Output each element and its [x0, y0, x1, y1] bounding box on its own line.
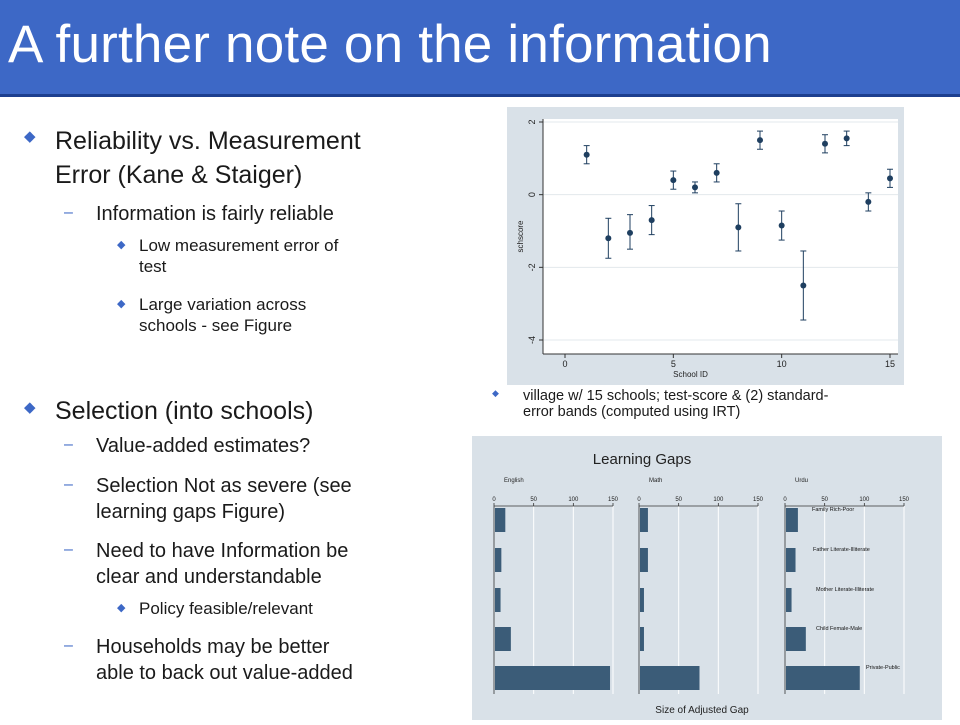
title-bar [0, 0, 960, 97]
bar [786, 666, 860, 690]
selection-heading: Selection (into schools) [55, 397, 314, 425]
bar [640, 548, 648, 572]
learning-gaps-chart [472, 436, 942, 720]
data-point [844, 135, 850, 141]
x-axis-label: Size of Adjusted Gap [655, 705, 749, 716]
bar [640, 666, 700, 690]
x-tick-label: 150 [898, 497, 910, 503]
selection-sub-4-line2: able to back out value-added [96, 662, 353, 684]
x-tick-label: 100 [859, 497, 870, 503]
chart-title: Learning Gaps [592, 451, 692, 468]
x-tick-label: 15 [884, 359, 896, 369]
y-tick-label: -4 [527, 335, 537, 345]
panel-label: English [504, 478, 524, 484]
y-tick-label: -2 [527, 263, 537, 272]
data-point [605, 235, 611, 241]
bar [786, 627, 806, 651]
x-tick-label: 150 [607, 497, 619, 503]
data-point [735, 224, 741, 230]
reliability-sub: Information is fairly reliable [96, 203, 334, 225]
reliability-heading-line2: Error (Kane & Staiger) [55, 161, 303, 189]
selection-point: Policy feasible/relevant [139, 599, 313, 618]
selection-sub-2-line1: Selection Not as severe (see [96, 475, 352, 497]
x-tick-label: 0 [562, 359, 568, 369]
x-tick-label: 0 [492, 497, 496, 503]
selection-sub-4-line1: Households may be better [96, 636, 330, 658]
y-tick-label: 0 [527, 192, 537, 198]
dash-bullet-icon: – [64, 476, 73, 493]
y-axis-label: schscore [516, 220, 525, 253]
data-point [714, 170, 720, 176]
dash-bullet-icon: – [64, 204, 73, 221]
selection-sub-3-line1: Need to have Information be [96, 540, 349, 562]
data-point [800, 283, 806, 289]
school-score-chart [507, 107, 904, 385]
data-point [822, 141, 828, 147]
data-point [692, 184, 698, 190]
reliability-heading-line1: Reliability vs. Measurement [55, 127, 361, 155]
data-point [887, 175, 893, 181]
dash-bullet-icon: – [64, 436, 73, 453]
dash-bullet-icon: – [64, 541, 73, 558]
x-tick-label: 5 [670, 359, 676, 369]
category-label: Child Female-Male [816, 626, 863, 632]
bar [640, 627, 644, 651]
selection-sub-3-line2: clear and understandable [96, 566, 322, 588]
bar [495, 666, 610, 690]
x-tick-label: 0 [637, 497, 641, 503]
bar [640, 508, 648, 532]
x-tick-label: 100 [713, 497, 724, 503]
bar [786, 508, 798, 532]
reliability-point-2-line1: Large variation across [139, 295, 307, 314]
bar [786, 588, 792, 612]
x-tick-label: 50 [675, 497, 683, 503]
data-point [584, 152, 590, 158]
reliability-point-1-line1: Low measurement error of [139, 236, 339, 255]
selection-sub-2-line2: learning gaps Figure) [96, 501, 285, 523]
slide-title: A further note on the information [8, 15, 772, 74]
category-label: Father Literate-Illiterate [813, 547, 870, 553]
reliability-point-2-line2: schools - see Figure [139, 316, 293, 335]
data-point [757, 137, 763, 143]
diamond-bullet-icon: ◆ [117, 601, 126, 614]
diamond-bullet-icon: ◆ [117, 297, 126, 310]
x-axis-label: School ID [673, 370, 708, 379]
panel-label: Math [649, 478, 663, 484]
bar [495, 588, 501, 612]
plot-area [543, 119, 898, 354]
reliability-point-1-line2: test [139, 257, 167, 276]
x-tick-label: 10 [776, 359, 787, 369]
bar [495, 627, 511, 651]
panel-label: Urdu [795, 478, 809, 484]
data-point [865, 199, 871, 205]
diamond-bullet-icon: ◆ [24, 398, 36, 416]
x-tick-label: 100 [568, 497, 579, 503]
x-tick-label: 50 [821, 497, 829, 503]
bar [495, 508, 505, 532]
x-tick-label: 0 [783, 497, 787, 503]
diamond-bullet-icon: ◆ [117, 238, 126, 251]
chart-caption-line2: error bands (computed using IRT) [523, 404, 741, 420]
data-point [627, 230, 633, 236]
category-label: Family Rich-Poor [812, 507, 855, 513]
selection-sub-1: Value-added estimates? [96, 435, 311, 457]
diamond-bullet-icon: ◆ [492, 389, 499, 399]
bar [640, 588, 644, 612]
x-tick-label: 50 [530, 497, 538, 503]
x-tick-label: 150 [752, 497, 764, 503]
bar [786, 548, 796, 572]
diamond-bullet-icon: ◆ [24, 127, 36, 145]
chart-caption-line1: village w/ 15 schools; test-score & (2) standard- [523, 388, 829, 404]
category-label: Mother Literate-Illiterate [816, 587, 875, 593]
data-point [649, 217, 655, 223]
category-label: Private-Public [866, 665, 900, 671]
learning-gaps-chart-svg [472, 436, 942, 720]
bar [495, 548, 501, 572]
y-tick-label: 2 [527, 119, 537, 125]
data-point [779, 223, 785, 229]
school-score-chart-svg [507, 107, 904, 385]
data-point [670, 177, 676, 183]
dash-bullet-icon: – [64, 637, 73, 654]
